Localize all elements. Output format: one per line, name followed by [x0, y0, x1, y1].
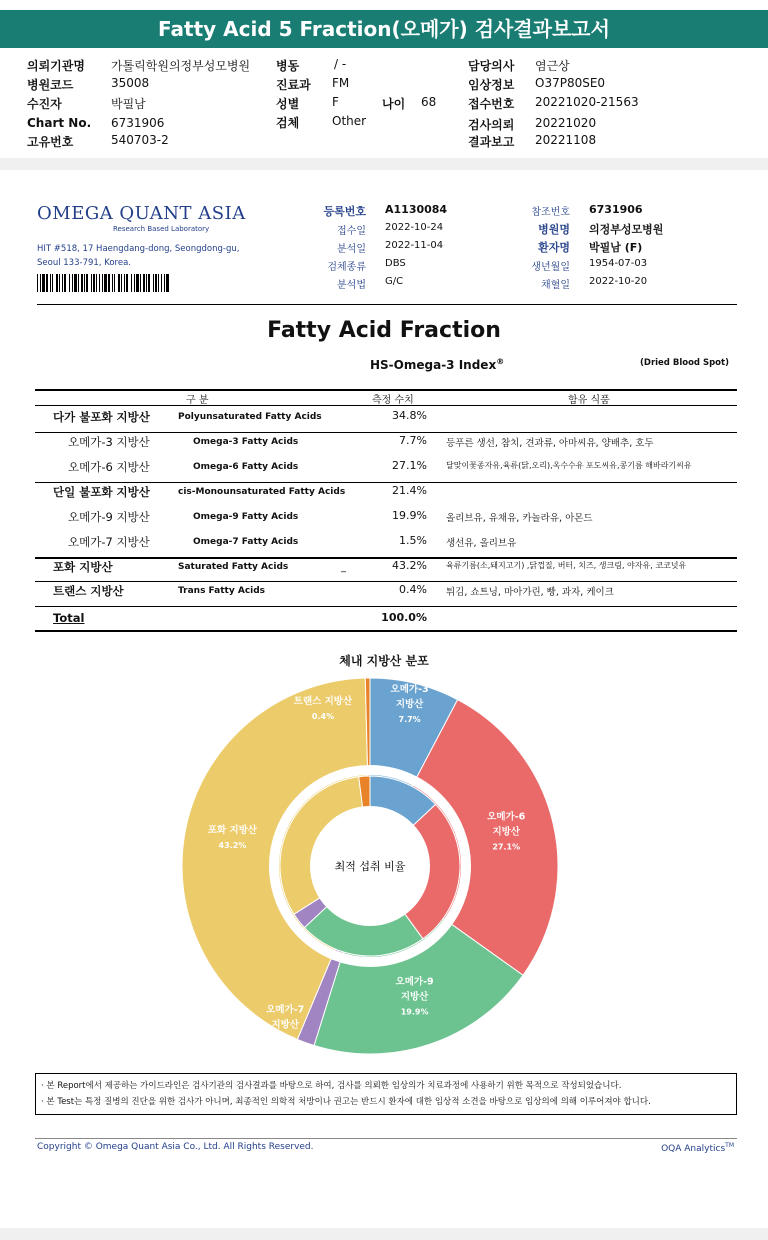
recipient-value: 박필남: [111, 97, 146, 111]
row-category-ko: 트랜스 지방산: [53, 584, 124, 598]
row-divider: [35, 432, 737, 433]
barcode-bar: [62, 274, 63, 292]
barcode-bar: [40, 274, 41, 292]
row-category-en: Trans Fatty Acids: [178, 586, 266, 596]
specimen-value: Other: [332, 114, 367, 128]
barcode-bar: [140, 274, 141, 292]
barcode-bar: [91, 274, 92, 292]
barcode-bar: [134, 274, 135, 292]
collect-date-value: 2022-10-20: [589, 276, 648, 287]
barcode-image: [37, 274, 169, 292]
row-category-en: cis-Monounsaturated Fatty Acids: [178, 487, 346, 497]
note-2: · 본 Test는 특정 질병의 진단을 위한 검사가 아니며, 최종적인 의학적 처방이나 권고는 반드시 환자에 대한 임상적 소견을 바탕으로 임상의에 의해 이루어져야 합니다.: [41, 1097, 651, 1107]
row-divider: [35, 482, 737, 483]
clinical-info-value: O37P80SE0: [535, 76, 606, 90]
barcode-bar: [78, 274, 79, 292]
header-category: 구 분: [186, 395, 209, 406]
total-value: 100.0%: [381, 611, 427, 624]
request-date-value: 20221020: [535, 116, 597, 130]
row-value: 27.1%: [392, 459, 427, 472]
receipt-no-value: 20221020-21563: [535, 95, 639, 109]
specimen-label: 검체: [276, 116, 300, 130]
barcode-bar: [86, 274, 88, 292]
analysis-date-value: 2022-11-04: [385, 240, 444, 251]
row-category-en: Omega-7 Fatty Acids: [193, 537, 299, 547]
note-1: · 본 Report에서 제공하는 가이드라인은 검사기관의 검사결과를 바탕으로 하여, 검사를 의뢰한 임상의가 치료과정에 사용하기 위한 목적으로 작성되었습니다.: [41, 1081, 622, 1091]
sex-label: 성별: [276, 97, 300, 111]
collect-date-label: 채혈일: [541, 280, 570, 291]
row-category-en: Omega-3 Fatty Acids: [193, 437, 299, 447]
slice-label: 오메가-7 지방산 1.5%: [266, 1004, 305, 1045]
request-date-label: 검사의뢰: [468, 118, 515, 132]
barcode-bar: [81, 274, 83, 292]
reg-no-value: A1130084: [385, 203, 448, 216]
address-line-1: HIT #518, 17 Haengdang-dong, Seongdong-gu,: [37, 244, 240, 254]
lab-address: [37, 242, 257, 270]
ref-no-label: 참조번호: [531, 207, 570, 218]
receipt-date-value: 2022-10-24: [385, 222, 444, 233]
hospital-code-label: 병원코드: [27, 78, 74, 92]
barcode-bar: [104, 274, 107, 292]
brand-text: OQA Analytics: [661, 1144, 726, 1154]
slice-label: 포화 지방산 43.2%: [207, 825, 258, 851]
row-category-ko: 오메가-3 지방산: [68, 435, 150, 449]
omega-quant-asia-logo: OMEGA QUANT ASIA: [37, 203, 246, 224]
barcode-bar: [69, 274, 70, 292]
barcode-bar: [124, 274, 125, 292]
header-divider: [37, 304, 737, 305]
sample-note: (Dried Blood Spot): [640, 358, 729, 368]
barcode-bar: [50, 274, 51, 292]
registered-mark: ®: [496, 357, 505, 366]
hospital-code-value: 35008: [111, 76, 150, 90]
row-category-ko: 오메가-9 지방산: [68, 510, 150, 524]
index-title-text: HS-Omega-3 Index: [370, 358, 497, 372]
copyright: Copyright © Omega Quant Asia Co., Ltd. All Rights Reserved.: [37, 1142, 314, 1152]
page-bottom-band: [0, 1228, 768, 1240]
barcode-bar: [164, 274, 165, 292]
hospital-name-label: 병원명: [538, 223, 570, 236]
chart-title: 체내 지방산 분포: [339, 654, 429, 668]
row-divider: [35, 581, 737, 582]
row-category-ko: 오메가-6 지방산: [68, 460, 150, 474]
ward-label: 병동: [276, 59, 300, 73]
barcode-bar: [153, 274, 154, 292]
barcode-bar: [143, 274, 145, 292]
barcode-bar: [112, 274, 113, 292]
analysis-date-label: 분석일: [337, 244, 366, 255]
barcode-bar: [126, 274, 128, 292]
barcode-bar: [131, 274, 132, 292]
row-foods: 등푸른 생선, 참치, 견과류, 아마씨유, 양배추, 호두: [446, 438, 654, 449]
specimen-type-value: DBS: [385, 258, 406, 269]
barcode-bar: [46, 274, 48, 292]
barcode-bar: [114, 274, 115, 292]
patient-name-value: 박필남 (F): [589, 241, 643, 254]
barcode-bar: [93, 274, 95, 292]
row-value: 1.5%: [399, 534, 427, 547]
barcode-bar: [59, 274, 60, 292]
row-divider: [35, 557, 737, 559]
barcode-bar: [96, 274, 97, 292]
birth-date-value: 1954-07-03: [589, 258, 648, 269]
barcode-bar: [84, 274, 85, 292]
barcode-bar: [74, 274, 77, 292]
barcode-bar: [99, 274, 100, 292]
barcode-bar: [136, 274, 139, 292]
barcode-bar: [102, 274, 103, 292]
row-foods: 생선유, 올리브유: [446, 538, 517, 549]
doctor-value: 염근상: [535, 59, 570, 73]
barcode-bar: [37, 274, 38, 292]
receipt-date-label: 접수일: [337, 226, 366, 237]
row-value: 34.8%: [392, 409, 427, 422]
specimen-type-label: 검체종류: [327, 262, 366, 273]
ref-no-value: 6731906: [589, 203, 643, 216]
table-header-border: [35, 405, 737, 406]
barcode-bar: [52, 274, 53, 292]
brand-mark: [661, 1142, 734, 1154]
report-date-label: 결과보고: [468, 135, 515, 149]
barcode-bar: [158, 274, 159, 292]
row-category-en: Omega-6 Fatty Acids: [193, 462, 299, 472]
doctor-label: 담당의사: [468, 59, 515, 73]
row-value: 43.2%: [392, 559, 427, 572]
report-date-value: 20221108: [535, 133, 597, 147]
header-value: 측정 수치: [372, 395, 414, 406]
dept-label: 진료과: [276, 78, 311, 92]
table-bottom-border: [35, 630, 737, 632]
chart-no-value: 6731906: [111, 116, 165, 130]
barcode-bar: [155, 274, 157, 292]
dept-value: FM: [332, 76, 350, 90]
row-value: 21.4%: [392, 484, 427, 497]
row-foods: 육류기름(소,돼지고기) ,닭껍질, 버터, 치즈, 생크림, 야자유, 코코넛유: [446, 561, 687, 570]
sex-value: F: [332, 95, 339, 109]
brand-tm: TM: [725, 1142, 734, 1149]
clinical-info-label: 임상정보: [468, 78, 515, 92]
dash-mark: _: [341, 562, 346, 573]
row-category-ko: 다가 불포화 지방산: [53, 410, 150, 424]
barcode-bar: [118, 274, 120, 292]
footer-divider: [35, 1138, 737, 1139]
barcode-bar: [148, 274, 150, 292]
unique-no-value: 540703-2: [111, 133, 169, 147]
slice-label: 오메가-9 지방산 19.9%: [395, 976, 434, 1017]
row-category-ko: 오메가-7 지방산: [68, 535, 150, 549]
barcode-bar: [161, 274, 162, 292]
institution-label: 의뢰기관명: [27, 59, 85, 73]
age-value: 68: [421, 95, 437, 109]
method-label: 분석법: [337, 280, 366, 291]
report-title: Fatty Acid 5 Fraction(오메가) 검사결과보고서: [0, 10, 768, 48]
barcode-bar: [64, 274, 66, 292]
ward-value: / -: [334, 57, 347, 71]
center-label: 최적 섭취 비율: [334, 860, 406, 873]
header-foods: 함유 식품: [568, 395, 610, 406]
row-foods: 달맞이꽃종자유,육류(닭,오리),옥수수유 포도씨유,콩기름 해바라기씨유: [446, 461, 692, 470]
birth-date-label: 생년월일: [531, 262, 570, 273]
slice-label: 오메가-3 지방산 7.7%: [390, 683, 429, 724]
hospital-name-value: 의정부성모병원: [589, 223, 664, 236]
recipient-label: 수진자: [27, 97, 62, 111]
row-foods: 올리브유, 유채유, 카놀라유, 아몬드: [446, 513, 593, 524]
unique-no-label: 고유번호: [27, 135, 74, 149]
slice-label: 트랜스 지방산 0.4%: [293, 696, 353, 722]
row-divider: [35, 606, 737, 607]
patient-name-label: 환자명: [538, 241, 570, 254]
institution-value: 가톨릭학원의정부성모병원: [111, 59, 251, 73]
total-label: Total: [53, 611, 85, 625]
barcode-bar: [166, 274, 169, 292]
barcode-bar: [56, 274, 58, 292]
row-category-en: Polyunsaturated Fatty Acids: [178, 412, 322, 422]
row-category-en: Omega-9 Fatty Acids: [193, 512, 299, 522]
slice-label: 오메가-6 지방산 27.1%: [487, 811, 526, 852]
row-value: 19.9%: [392, 509, 427, 522]
reg-no-label: 등록번호: [323, 205, 366, 218]
main-title: Fatty Acid Fraction: [267, 318, 501, 343]
row-value: 7.7%: [399, 434, 427, 447]
page-separator: [0, 158, 768, 170]
row-category-ko: 포화 지방산: [53, 560, 113, 574]
address-line-2: Seoul 133-791, Korea.: [37, 258, 131, 268]
age-label: 나이: [382, 97, 406, 111]
barcode-bar: [72, 274, 73, 292]
chart-no-label: Chart No.: [27, 116, 92, 130]
logo-subtitle: Research Based Laboratory: [113, 225, 210, 233]
row-value: 0.4%: [399, 583, 427, 596]
barcode-bar: [146, 274, 147, 292]
barcode-bar: [42, 274, 45, 292]
receipt-no-label: 접수번호: [468, 97, 515, 111]
row-category-en: Saturated Fatty Acids: [178, 562, 289, 572]
fatty-acid-donut-chart: [180, 676, 560, 1056]
row-foods: 튀김, 쇼트닝, 마아가린, 빵, 과자, 케이크: [446, 587, 614, 598]
disclaimer-notes: [35, 1073, 737, 1115]
index-title: [370, 357, 504, 372]
barcode-bar: [121, 274, 122, 292]
barcode-bar: [108, 274, 110, 292]
row-category-ko: 단일 불포화 지방산: [53, 485, 150, 499]
method-value: G/C: [385, 276, 404, 287]
